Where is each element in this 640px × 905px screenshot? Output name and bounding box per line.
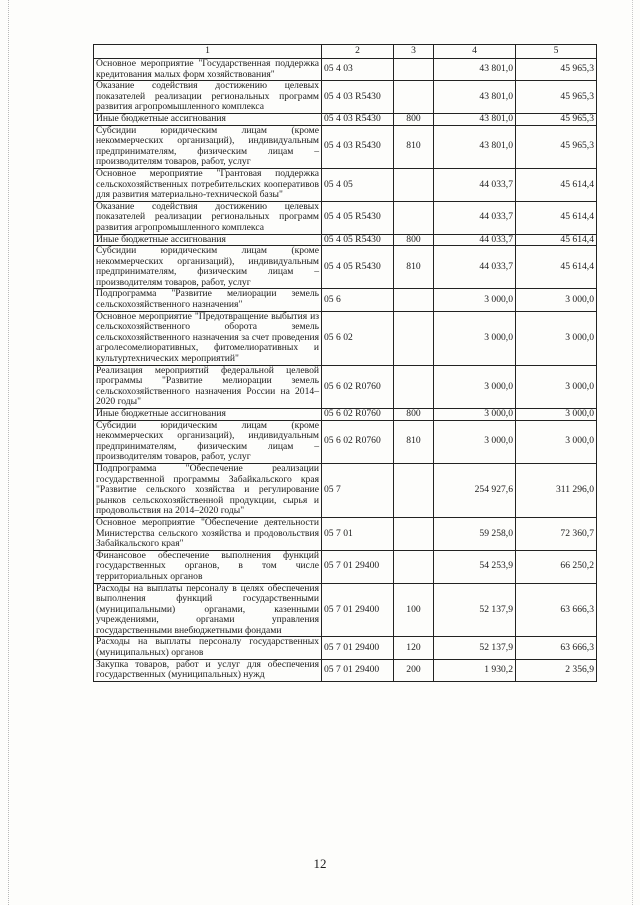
row-expense-type bbox=[394, 201, 434, 234]
row-expense-type: 810 bbox=[394, 125, 434, 168]
row-expense-type: 800 bbox=[394, 409, 434, 421]
row-code: 05 7 01 29400 bbox=[322, 583, 394, 637]
row-name: Иные бюджетные ассигнования bbox=[94, 409, 322, 421]
header-cell: 3 bbox=[394, 45, 434, 59]
table-row bbox=[94, 311, 597, 365]
row-name: Основное мероприятие "Грантовая поддержка сельскохозяйственных потребительских кооперативов для развития материально-технической базы" bbox=[94, 168, 322, 201]
row-code: 05 6 02 R0760 bbox=[322, 420, 394, 463]
row-value-year2: 3 000,0 bbox=[516, 311, 597, 365]
table-row bbox=[94, 168, 597, 201]
table-row bbox=[94, 659, 597, 681]
row-value-year2: 45 965,3 bbox=[516, 125, 597, 168]
row-value-year2: 72 360,7 bbox=[516, 517, 597, 550]
row-value-year1: 43 801,0 bbox=[434, 81, 516, 114]
row-name: Закупка товаров, работ и услуг для обеспечения государственных (муниципальных) нужд bbox=[94, 659, 322, 681]
page-number: 12 bbox=[313, 856, 327, 871]
row-name: Иные бюджетные ассигнования bbox=[94, 234, 322, 246]
budget-table bbox=[93, 44, 597, 682]
row-code: 05 4 03 bbox=[322, 59, 394, 81]
row-name: Расходы на выплаты персоналу в целях обеспечения выполнения функций государственными (муниципальными) органами, казенными учреждениями, органами управления государственными внебюджетными фондами bbox=[94, 583, 322, 637]
row-value-year1: 3 000,0 bbox=[434, 409, 516, 421]
row-code: 05 7 bbox=[322, 463, 394, 517]
row-expense-type bbox=[394, 59, 434, 81]
row-value-year1: 44 033,7 bbox=[434, 246, 516, 289]
row-expense-type: 100 bbox=[394, 583, 434, 637]
table-row bbox=[94, 125, 597, 168]
row-expense-type bbox=[394, 463, 434, 517]
row-value-year1: 44 033,7 bbox=[434, 234, 516, 246]
table-row bbox=[94, 463, 597, 517]
row-value-year1: 254 927,6 bbox=[434, 463, 516, 517]
row-code: 05 6 bbox=[322, 289, 394, 311]
row-value-year2: 311 296,0 bbox=[516, 463, 597, 517]
row-expense-type: 810 bbox=[394, 420, 434, 463]
header-cell: 2 bbox=[322, 45, 394, 59]
row-name: Оказание содействия достижению целевых показателей реализации региональных программ развития агропромышленного комплекса bbox=[94, 81, 322, 114]
table-row bbox=[94, 550, 597, 583]
row-name: Основное мероприятие "Государственная поддержка кредитования малых форм хозяйствования" bbox=[94, 59, 322, 81]
row-value-year2: 45 614,4 bbox=[516, 201, 597, 234]
row-name: Подпрограмма "Развитие мелиорации земель сельскохозяйственного назначения" bbox=[94, 289, 322, 311]
page-edge-right bbox=[632, 0, 634, 905]
row-code: 05 7 01 29400 bbox=[322, 637, 394, 659]
row-value-year2: 45 614,4 bbox=[516, 234, 597, 246]
table-row bbox=[94, 246, 597, 289]
table-row bbox=[94, 420, 597, 463]
row-code: 05 7 01 bbox=[322, 517, 394, 550]
row-value-year2: 45 614,4 bbox=[516, 246, 597, 289]
row-value-year2: 45 965,3 bbox=[516, 59, 597, 81]
row-name: Субсидии юридическим лицам (кроме некоммерческих организаций), индивидуальным предпринимателям, физическим лицам – производителям товаров, работ, услуг bbox=[94, 420, 322, 463]
row-value-year2: 2 356,9 bbox=[516, 659, 597, 681]
row-value-year2: 45 965,3 bbox=[516, 81, 597, 114]
row-name: Реализация мероприятий федеральной целевой программы "Развитие мелиорации земель сельскохозяйственного назначения России на 2014–2020 годы" bbox=[94, 365, 322, 408]
row-expense-type bbox=[394, 311, 434, 365]
row-name: Финансовое обеспечение выполнения функций государственных органов, в том числе территориальных органов bbox=[94, 550, 322, 583]
table-row bbox=[94, 409, 597, 421]
row-name: Субсидии юридическим лицам (кроме некоммерческих организаций), индивидуальным предпринимателям, физическим лицам – производителям товаров, работ, услуг bbox=[94, 246, 322, 289]
row-expense-type bbox=[394, 550, 434, 583]
table-row bbox=[94, 289, 597, 311]
row-code: 05 4 05 R5430 bbox=[322, 246, 394, 289]
table-row bbox=[94, 637, 597, 659]
page-edge-left bbox=[8, 0, 10, 905]
header-row bbox=[94, 45, 597, 59]
row-value-year2: 66 250,2 bbox=[516, 550, 597, 583]
header-cell: 5 bbox=[516, 45, 597, 59]
row-value-year2: 63 666,3 bbox=[516, 637, 597, 659]
table-row bbox=[94, 583, 597, 637]
row-name: Иные бюджетные ассигнования bbox=[94, 113, 322, 125]
row-value-year2: 45 965,3 bbox=[516, 113, 597, 125]
row-value-year2: 3 000,0 bbox=[516, 420, 597, 463]
row-expense-type bbox=[394, 365, 434, 408]
row-value-year1: 3 000,0 bbox=[434, 420, 516, 463]
row-value-year1: 1 930,2 bbox=[434, 659, 516, 681]
row-expense-type bbox=[394, 289, 434, 311]
row-value-year1: 3 000,0 bbox=[434, 365, 516, 408]
row-value-year1: 54 253,9 bbox=[434, 550, 516, 583]
row-value-year2: 3 000,0 bbox=[516, 365, 597, 408]
row-value-year2: 45 614,4 bbox=[516, 168, 597, 201]
row-code: 05 4 05 R5430 bbox=[322, 201, 394, 234]
table-row bbox=[94, 113, 597, 125]
table-row bbox=[94, 365, 597, 408]
row-value-year1: 59 258,0 bbox=[434, 517, 516, 550]
row-expense-type: 200 bbox=[394, 659, 434, 681]
table-row bbox=[94, 59, 597, 81]
row-code: 05 6 02 R0760 bbox=[322, 409, 394, 421]
row-expense-type: 800 bbox=[394, 113, 434, 125]
row-expense-type: 810 bbox=[394, 246, 434, 289]
row-code: 05 6 02 R0760 bbox=[322, 365, 394, 408]
row-code: 05 6 02 bbox=[322, 311, 394, 365]
row-code: 05 7 01 29400 bbox=[322, 550, 394, 583]
header-cell: 4 bbox=[434, 45, 516, 59]
row-name: Подпрограмма "Обеспечение реализации государственной программы Забайкальского края "Развитие сельского хозяйства и регулирование рынков сельскохозяйственной продукции, сырья и продовольствия на 2014–2020 годы" bbox=[94, 463, 322, 517]
row-value-year1: 43 801,0 bbox=[434, 113, 516, 125]
row-value-year1: 3 000,0 bbox=[434, 289, 516, 311]
row-code: 05 4 05 bbox=[322, 168, 394, 201]
row-value-year1: 43 801,0 bbox=[434, 125, 516, 168]
table-row bbox=[94, 81, 597, 114]
row-value-year1: 52 137,9 bbox=[434, 583, 516, 637]
row-name: Основное мероприятие "Обеспечение деятельности Министерства сельского хозяйства и продовольствия Забайкальского края" bbox=[94, 517, 322, 550]
row-value-year2: 3 000,0 bbox=[516, 289, 597, 311]
row-name: Субсидии юридическим лицам (кроме некоммерческих организаций), индивидуальным предпринимателям, физическим лицам – производителям товаров, работ, услуг bbox=[94, 125, 322, 168]
table-row bbox=[94, 517, 597, 550]
header-cell: 1 bbox=[94, 45, 322, 59]
row-name: Основное мероприятие "Предотвращение выбытия из сельскохозяйственного оборота земель сельскохозяйственного назначения за счет проведения агролесомелиоративных, фитомелиоративных и культуртехнических мероприятий" bbox=[94, 311, 322, 365]
row-code: 05 4 03 R5430 bbox=[322, 81, 394, 114]
row-expense-type bbox=[394, 517, 434, 550]
row-expense-type bbox=[394, 168, 434, 201]
row-name: Оказание содействия достижению целевых показателей реализации региональных программ развития агропромышленного комплекса bbox=[94, 201, 322, 234]
row-value-year1: 44 033,7 bbox=[434, 168, 516, 201]
row-value-year2: 63 666,3 bbox=[516, 583, 597, 637]
row-value-year1: 43 801,0 bbox=[434, 59, 516, 81]
row-value-year2: 3 000,0 bbox=[516, 409, 597, 421]
row-expense-type bbox=[394, 81, 434, 114]
row-expense-type: 800 bbox=[394, 234, 434, 246]
table-row bbox=[94, 234, 597, 246]
table-row bbox=[94, 201, 597, 234]
row-code: 05 7 01 29400 bbox=[322, 659, 394, 681]
row-value-year1: 3 000,0 bbox=[434, 311, 516, 365]
row-code: 05 4 03 R5430 bbox=[322, 113, 394, 125]
row-name: Расходы на выплаты персоналу государственных (муниципальных) органов bbox=[94, 637, 322, 659]
row-code: 05 4 03 R5430 bbox=[322, 125, 394, 168]
row-value-year1: 44 033,7 bbox=[434, 201, 516, 234]
row-code: 05 4 05 R5430 bbox=[322, 234, 394, 246]
row-expense-type: 120 bbox=[394, 637, 434, 659]
row-value-year1: 52 137,9 bbox=[434, 637, 516, 659]
